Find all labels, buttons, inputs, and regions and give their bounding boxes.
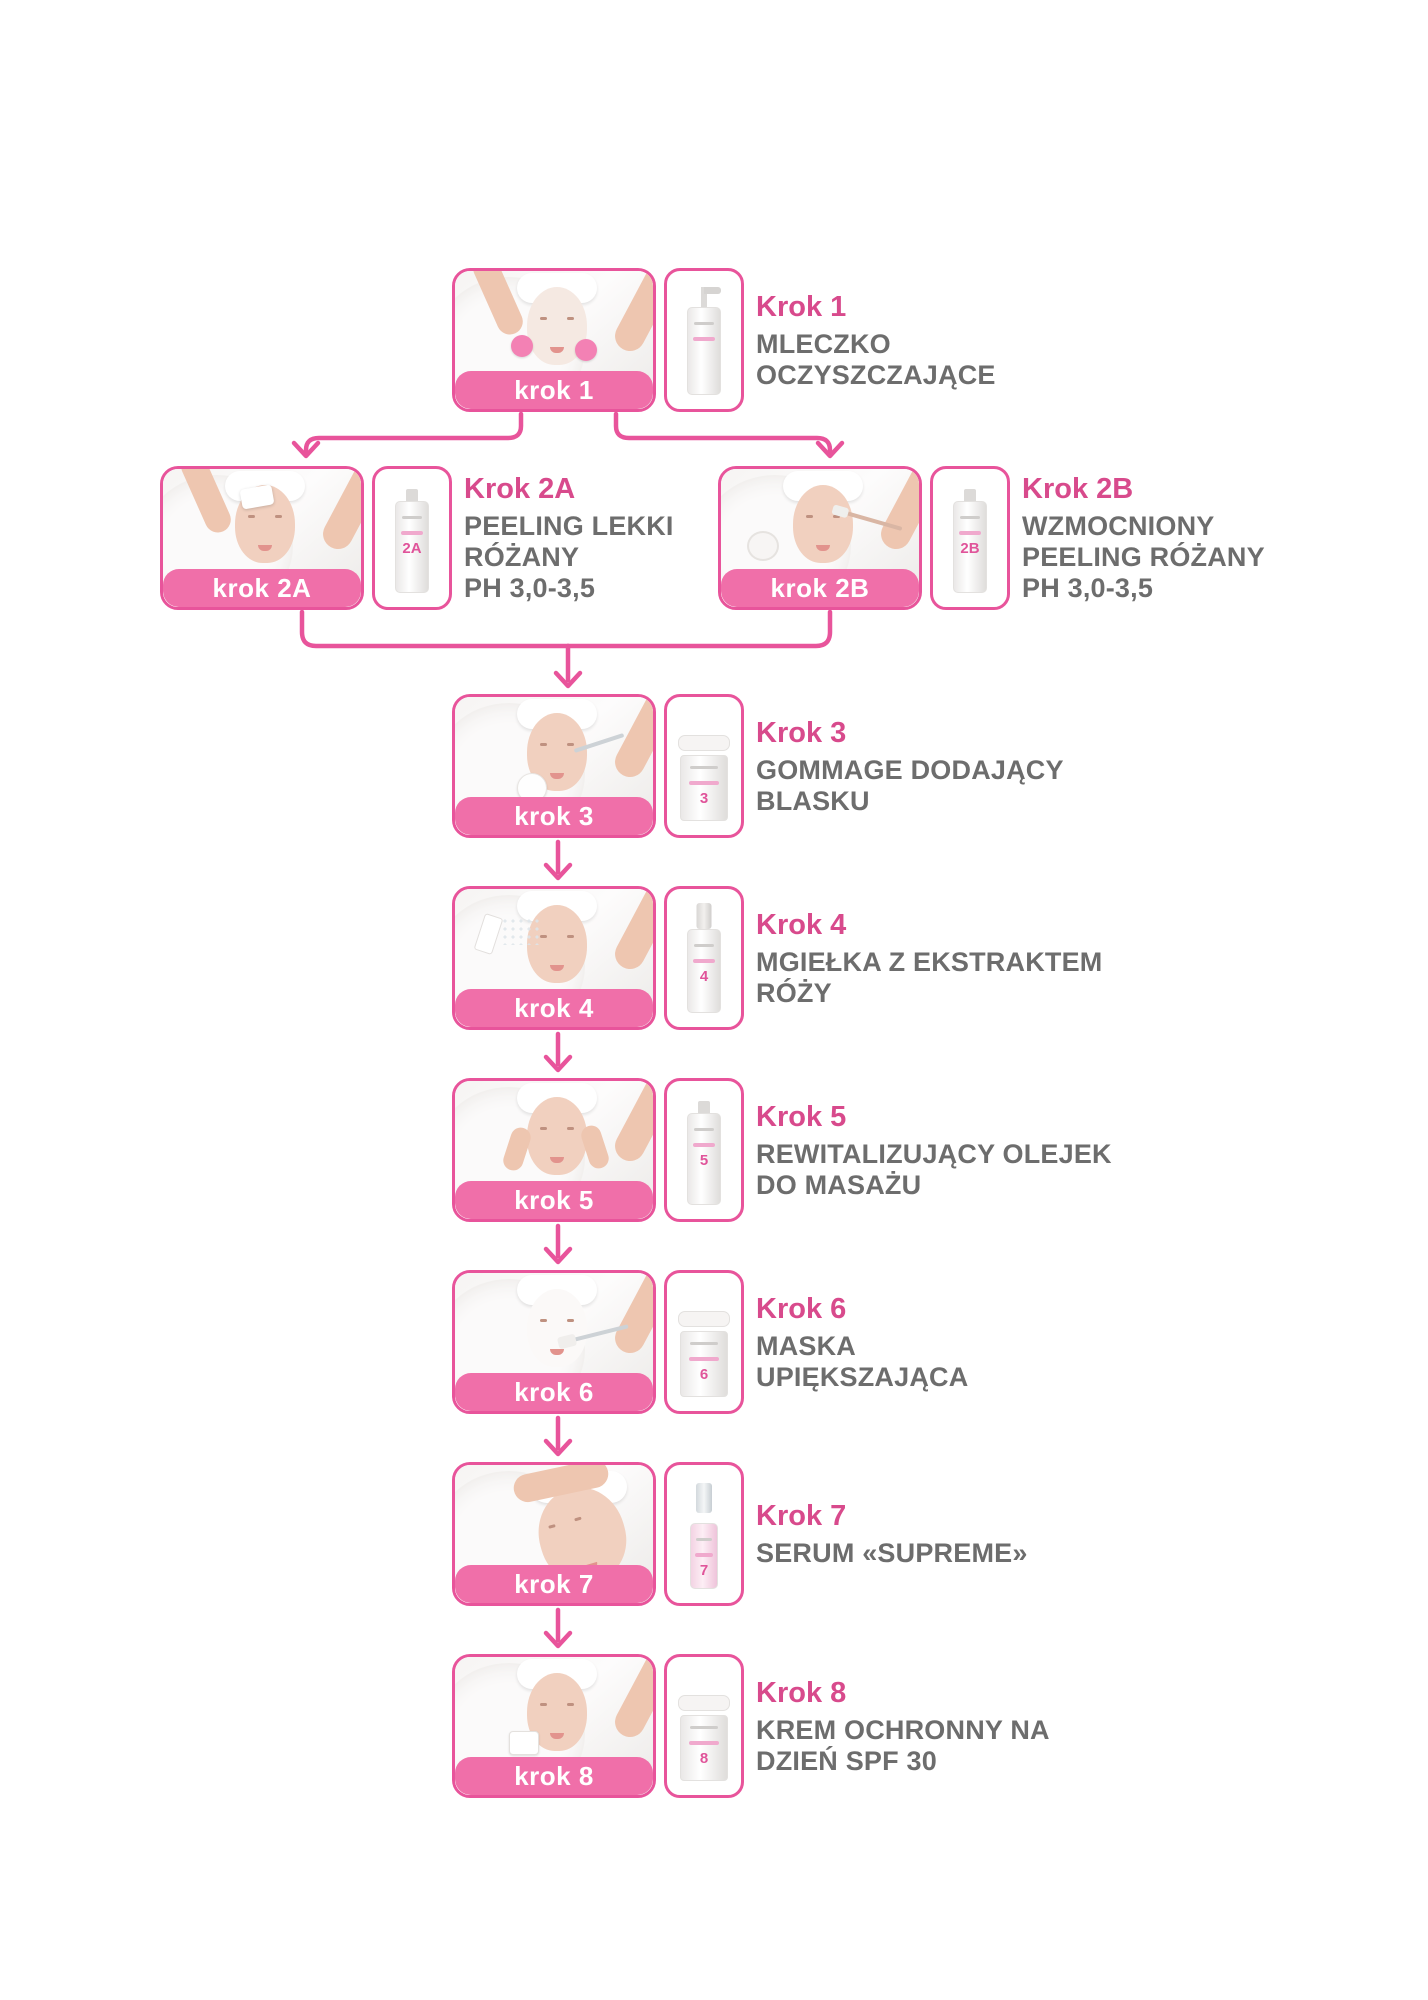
treatment-photo-card: [452, 694, 656, 838]
treatment-photo-card: [452, 1270, 656, 1414]
step-heading: Krok 7: [756, 1500, 847, 1532]
arrow-down-icon: [294, 443, 318, 456]
step-text: [756, 886, 1102, 1030]
product-number-label: 5: [699, 1152, 709, 1169]
connector-krok2a-to-krok3: [302, 612, 568, 646]
product-number-label: 2B: [960, 540, 980, 557]
step-banner: krok 2B: [721, 569, 919, 607]
step-description-line: RÓŻY: [756, 977, 832, 1008]
treatment-photo-card: [452, 268, 656, 412]
arrow-down-icon: [546, 1633, 570, 1646]
arrow-down-icon: [546, 1249, 570, 1262]
step-description-line: DZIEŃ SPF 30: [756, 1745, 937, 1776]
product-bottle: [675, 1091, 733, 1209]
step-text: [756, 1654, 1050, 1798]
step-text: [1022, 466, 1265, 610]
treatment-photo-card: [452, 1078, 656, 1222]
step-banner: krok 4: [455, 989, 653, 1027]
step-description-line: BLASKU: [756, 785, 870, 816]
treatment-photo-card: [452, 1462, 656, 1606]
product-photo-card: [664, 1654, 744, 1798]
product-photo-card: [664, 694, 744, 838]
step-description-line: MLECZKO: [756, 328, 891, 359]
connector-krok1-to-krok2b: [616, 414, 842, 456]
connector-merge-to-krok3: [556, 646, 580, 686]
connector-krok4-to-krok5: [546, 1034, 570, 1070]
step-heading: Krok 3: [756, 716, 847, 749]
step-banner: krok 8: [455, 1757, 653, 1795]
step-description-line: REWITALIZUJĄCY OLEJEK: [756, 1138, 1112, 1169]
step-description-line: MGIEŁKA Z EKSTRAKTEM: [756, 946, 1103, 977]
step-text: [756, 1270, 968, 1414]
step-description-line: UPIĘKSZAJĄCA: [756, 1361, 969, 1392]
connector-krok5-to-krok6: [546, 1226, 570, 1262]
product-bottle: [675, 1475, 733, 1593]
step-description-line: OCZYSZCZAJĄCE: [756, 359, 996, 390]
product-bottle: [675, 281, 733, 399]
step-banner: krok 2A: [163, 569, 361, 607]
treatment-photo-card: [452, 1654, 656, 1798]
connector-krok6-to-krok7: [546, 1418, 570, 1454]
step-description-line: PEELING RÓŻANY: [1022, 542, 1265, 572]
step-heading: Krok 1: [756, 290, 847, 323]
arrow-down-icon: [556, 673, 580, 686]
step-description-line: MASKA: [756, 1330, 856, 1361]
connector-krok1-to-krok2a: [294, 414, 521, 456]
step-description-line: KREM OCHRONNY NA: [756, 1714, 1050, 1745]
step-text: [756, 268, 996, 412]
arrow-down-icon: [546, 865, 570, 878]
step-text: [756, 1462, 1028, 1606]
step-heading: Krok 4: [756, 908, 847, 941]
step-text: [756, 1078, 1112, 1222]
product-number-label: 6: [699, 1366, 709, 1383]
product-bottle: [941, 479, 999, 597]
step-text: [756, 694, 1064, 838]
product-bottle: [383, 479, 441, 597]
step-banner: krok 5: [455, 1181, 653, 1219]
treatment-photo-card: [452, 886, 656, 1030]
product-photo-card: [930, 466, 1010, 610]
step-banner: krok 6: [455, 1373, 653, 1411]
product-photo-card: [664, 1462, 744, 1606]
product-number-label: 8: [699, 1750, 709, 1767]
product-photo-card: [664, 886, 744, 1030]
product-photo-card: [664, 1078, 744, 1222]
arrow-down-icon: [546, 1441, 570, 1454]
product-number-label: 4: [699, 968, 709, 985]
product-photo-card: [664, 268, 744, 412]
product-bottle: [675, 1283, 733, 1401]
step-text: [464, 466, 674, 610]
product-bottle: [675, 1667, 733, 1785]
step-description-line: GOMMAGE DODAJĄCY: [756, 754, 1064, 785]
product-bottle: [675, 899, 733, 1017]
connector-krok3-to-krok4: [546, 842, 570, 878]
step-banner: krok 3: [455, 797, 653, 835]
step-description-line: DO MASAŻU: [756, 1169, 922, 1200]
step-description-line: WZMOCNIONY: [1022, 511, 1215, 541]
connector-krok2b-to-krok3: [568, 612, 830, 646]
product-bottle: [675, 707, 733, 825]
step-heading: Krok 5: [756, 1100, 847, 1133]
step-description-line: PH 3,0-3,5: [464, 573, 596, 603]
step-description-line: PEELING LEKKI: [464, 511, 674, 541]
arrow-down-icon: [818, 443, 842, 456]
product-photo-card: [664, 1270, 744, 1414]
product-number-label: 7: [699, 1562, 709, 1579]
step-banner: krok 7: [455, 1565, 653, 1603]
product-number-label: 2A: [402, 540, 422, 557]
step-heading: Krok 8: [756, 1676, 847, 1709]
treatment-photo-card: [718, 466, 922, 610]
product-photo-card: [372, 466, 452, 610]
connector-krok7-to-krok8: [546, 1610, 570, 1646]
step-description-line: PH 3,0-3,5: [1022, 573, 1154, 603]
step-heading: Krok 2B: [1022, 473, 1134, 505]
step-description-line: SERUM «SUPREME»: [756, 1538, 1028, 1568]
arrow-down-icon: [546, 1057, 570, 1070]
step-heading: Krok 6: [756, 1292, 847, 1325]
treatment-photo-card: [160, 466, 364, 610]
product-number-label: 3: [699, 790, 709, 807]
step-heading: Krok 2A: [464, 473, 576, 505]
step-banner: krok 1: [455, 371, 653, 409]
step-description-line: RÓŻANY: [464, 542, 580, 572]
